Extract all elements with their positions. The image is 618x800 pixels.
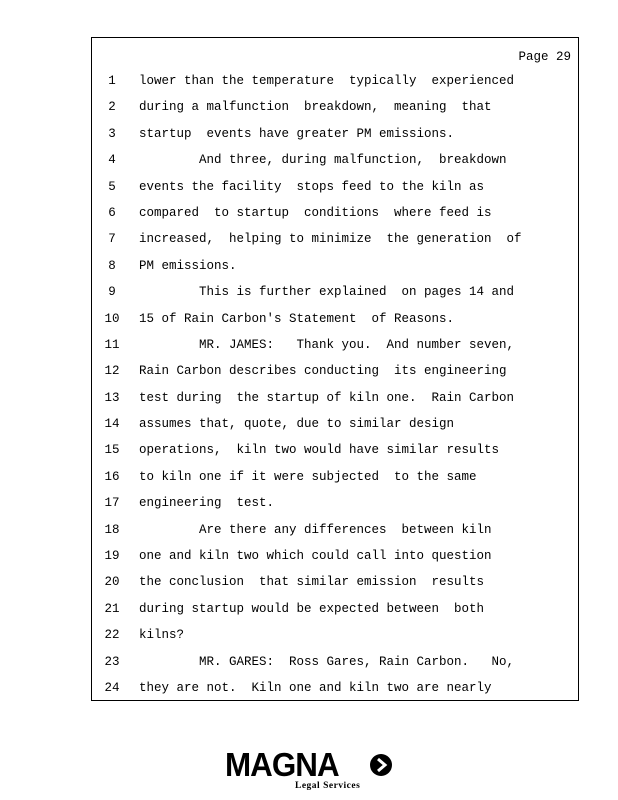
line-text: Rain Carbon describes conducting its engineering [139,364,507,379]
line-text: MR. JAMES: Thank you. And number seven, [139,337,515,352]
transcript-line [92,257,578,283]
line-text: during startup would be expected between both [139,601,485,616]
line-text: MR. GARES: Ross Gares, Rain Carbon. No, [139,654,515,669]
line-number: 14 [104,417,120,432]
transcript-line [92,230,578,256]
line-number: 8 [108,258,116,273]
transcript-line [92,310,578,336]
line-text: they are not. Kiln one and kiln two are nearly [139,680,492,695]
line-text: engineering test. [139,496,275,511]
line-number: 24 [104,680,120,695]
line-text: the conclusion that similar emission results [139,575,485,590]
line-number: 1 [108,74,116,88]
line-number: 17 [104,496,120,511]
line-number: 18 [104,522,120,537]
line-number: 4 [108,153,116,168]
transcript-line [92,573,578,599]
line-number: 23 [104,654,120,669]
page-number: Page 29 [518,50,571,64]
transcript-line [92,653,578,679]
line-text: to kiln one if it were subjected to the same [139,469,477,484]
transcript-line [92,98,578,124]
line-number: 22 [104,628,120,643]
line-text: startup events have greater PM emissions. [139,126,455,141]
line-text: Are there any differences between kiln [139,522,492,537]
logo-wordmark: MAGNA [225,746,339,783]
line-number: 3 [108,126,116,141]
transcript-page [91,37,579,701]
transcript-line [92,547,578,573]
transcript-line [92,362,578,388]
transcript-line [92,441,578,467]
chevron-right-circle-icon [370,754,392,776]
line-number: 5 [108,179,116,194]
line-number: 9 [108,285,116,300]
line-number: 12 [104,364,120,379]
line-number: 21 [104,601,120,616]
line-text: PM emissions. [139,258,237,273]
magna-logo [225,748,400,794]
line-number: 19 [104,549,120,564]
transcript-line [92,494,578,520]
transcript-line [92,283,578,309]
line-text: events the facility stops feed to the kiln as [139,179,485,194]
line-text: increased, helping to minimize the generation of [139,232,522,247]
transcript-line [92,468,578,494]
transcript-line [92,389,578,415]
logo-tagline: Legal Services [295,781,361,791]
line-text: And three, during malfunction, breakdown [139,153,507,168]
line-number: 2 [108,100,116,115]
transcript-line [92,521,578,547]
transcript-line [92,336,578,362]
transcript-line [92,151,578,177]
transcript-line [92,125,578,151]
transcript-line [92,679,578,705]
line-number: 7 [108,232,116,247]
line-number: 20 [104,575,120,590]
transcript-line [92,178,578,204]
line-text: one and kiln two which could call into question [139,549,492,564]
line-number: 11 [104,337,120,352]
line-text: during a malfunction breakdown, meaning that [139,100,492,115]
line-text: operations, kiln two would have similar results [139,443,500,458]
line-text: test during the startup of kiln one. Rain Carbon [139,390,515,405]
line-number: 6 [108,205,116,220]
transcript-line [92,72,578,98]
transcript-line [92,204,578,230]
line-text: compared to startup conditions where feed is [139,205,492,220]
transcript-lines [92,72,578,705]
line-number: 15 [104,443,120,458]
line-number: 10 [104,311,120,326]
line-text: This is further explained on pages 14 and [139,285,515,300]
line-text: assumes that, quote, due to similar design [139,417,455,432]
line-number: 13 [104,390,120,405]
line-number: 16 [104,469,120,484]
transcript-line [92,626,578,652]
transcript-line [92,415,578,441]
line-text: lower than the temperature typically experienced [139,74,515,88]
transcript-line [92,600,578,626]
line-text: kilns? [139,628,185,643]
line-text: 15 of Rain Carbon's Statement of Reasons. [139,311,455,326]
